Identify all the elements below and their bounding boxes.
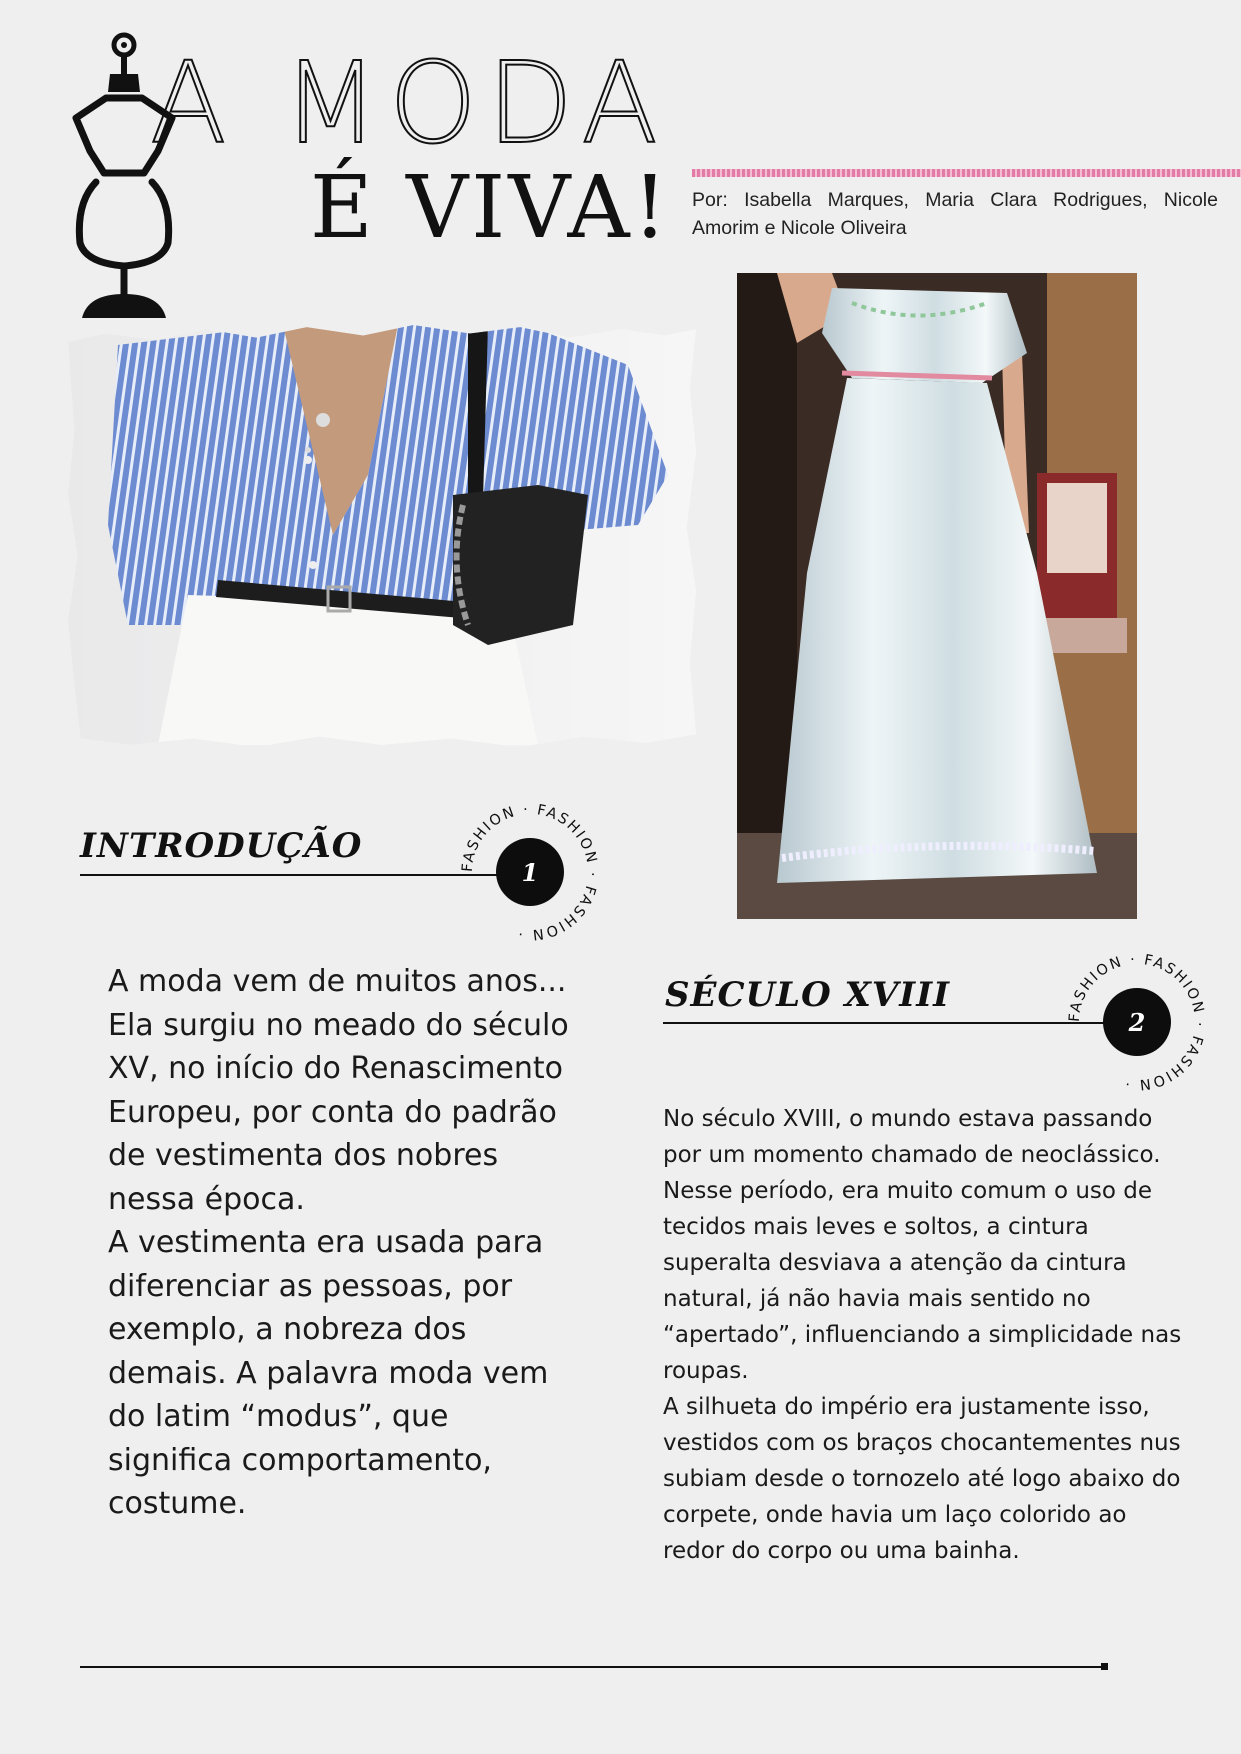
title-sub: É VIVA! (310, 158, 671, 258)
footer-rule-endpoint (1101, 1663, 1108, 1670)
badge-number: 2 (1128, 1008, 1146, 1037)
photo-empire-dress (737, 273, 1137, 919)
photo-striped-shirt (68, 325, 696, 747)
footer-rule (80, 1666, 1105, 1668)
seculo-body-text: No século XVIII, o mundo estava passando por um momento chamado de neoclássico. Nesse período, era muito comum o uso de tecidos mais leves e soltos, a cintura superalta desviava a atenção da cintura natural, já não havia mais sentido no “apertado”, influenciando a simplicidade nas roupas. A silhueta do império era justamente isso, vestidos com os braços chocantementes nus subiam desde o tornozelo até logo abaixo do corpete, onde havia um laço colorido ao redor do corpo ou uma bainha. (663, 1106, 1182, 1564)
section-rule-intro (80, 874, 500, 876)
badge-ring-text: FASHION · FASHION · FASHION · (1066, 951, 1208, 1093)
fashion-badge-1 (455, 797, 605, 947)
section-rule-seculo (663, 1022, 1113, 1024)
badge-number: 1 (521, 858, 539, 887)
section-heading-seculo: SÉCULO XVIII (665, 975, 951, 1015)
byline: Por: Isabella Marques, Maria Clara Rodrigues, Nicole Amorim e Nicole Oliveira (692, 189, 1218, 239)
striped-shirt-image (68, 325, 696, 747)
fashion-badge-2 (1062, 947, 1212, 1097)
intro-body-text: A moda vem de muitos anos... Ela surgiu no meado do século XV, no início do Renascimento Europeu, por conta do padrão de vestimenta dos nobres nessa época. A vestimenta era usada para diferenciar as pessoas, por exemplo, a nobreza dos demais. A palavra moda vem do latim “modus”, que significa comportamento, costume. (108, 964, 569, 1521)
accent-stripe (692, 169, 1241, 177)
section-heading-intro: INTRODUÇÃO (80, 826, 363, 866)
empire-dress-image (737, 273, 1137, 919)
badge-ring-text: FASHION · FASHION · FASHION · (459, 801, 601, 943)
title-main: A MODA (150, 39, 668, 169)
